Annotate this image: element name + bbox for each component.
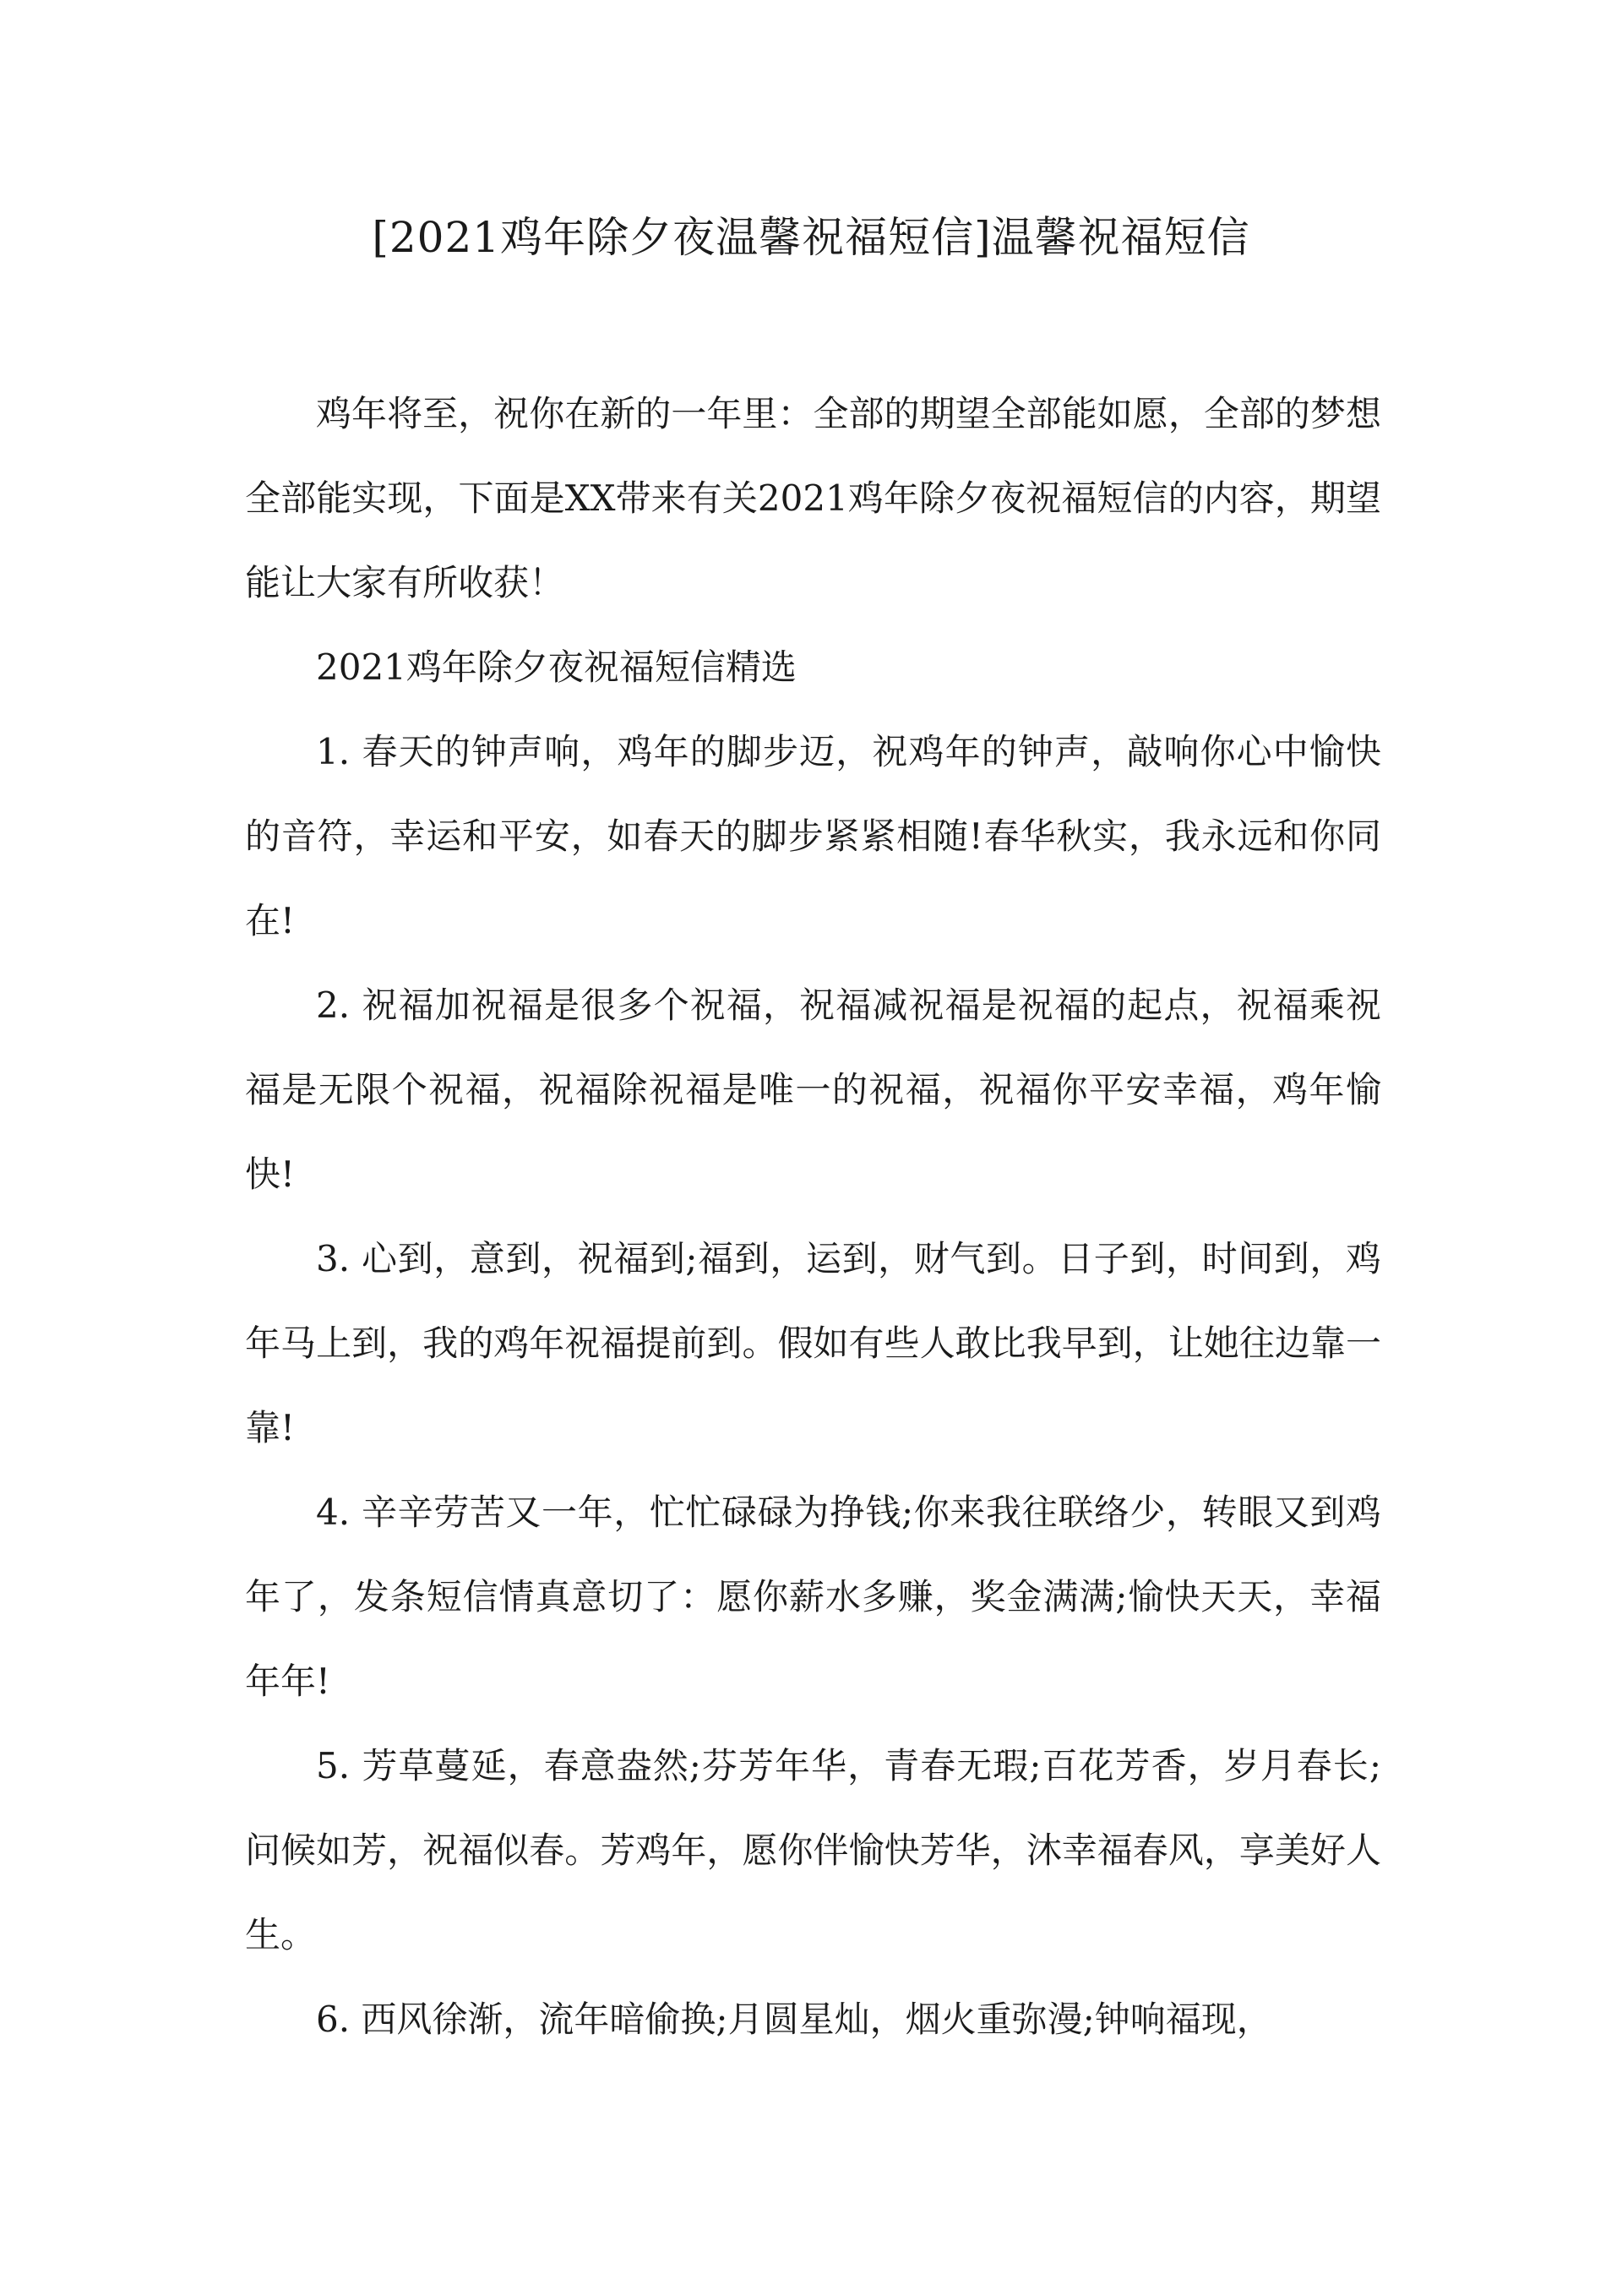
list-item: 6. 西风徐渐，流年暗偷换;月圆星灿，烟火重弥漫;钟响福现， — [316, 1999, 1272, 2040]
section-heading: 2021鸡年除夕夜祝福短信精选 — [316, 646, 797, 688]
list-item: 4. 辛辛劳苦又一年，忙忙碌碌为挣钱;你来我往联络少，转眼又到鸡年了，发条短信情真意切了：愿你薪水多赚，奖金满满;愉快天天，幸福年年! — [245, 1492, 1381, 1702]
list-item: 1. 春天的钟声响，鸡年的脚步迈，祝鸡年的钟声，敲响你心中愉快的音符，幸运和平安，如春天的脚步紧紧相随!春华秋实，我永远和你同在! — [245, 731, 1381, 941]
document-body — [245, 372, 1381, 2062]
list-item: 2. 祝福加祝福是很多个祝福，祝福减祝福是祝福的起点，祝福乘祝福是无限个祝福，祝福除祝福是唯一的祝福，祝福你平安幸福，鸡年愉快! — [245, 984, 1381, 1195]
list-item: 5. 芳草蔓延，春意盎然;芬芳年华，青春无瑕;百花芳香，岁月春长;问候如芳，祝福似春。芳鸡年，愿你伴愉快芳华，沐幸福春风，享美好人生。 — [245, 1745, 1381, 1955]
document-title: [2021鸡年除夕夜温馨祝福短信]温馨祝福短信 — [372, 213, 1250, 262]
list-item: 3. 心到，意到，祝福到;福到，运到，财气到。日子到，时间到，鸡年马上到，我的鸡年祝福提前到。假如有些人敢比我早到，让她往边靠一靠! — [245, 1238, 1381, 1448]
intro-paragraph: 鸡年将至，祝你在新的一年里：全部的期望全部能如愿，全部的梦想全部能实现，下面是XX带来有关2021鸡年除夕夜祝福短信的内容，期望能让大家有所收获！ — [245, 393, 1381, 603]
